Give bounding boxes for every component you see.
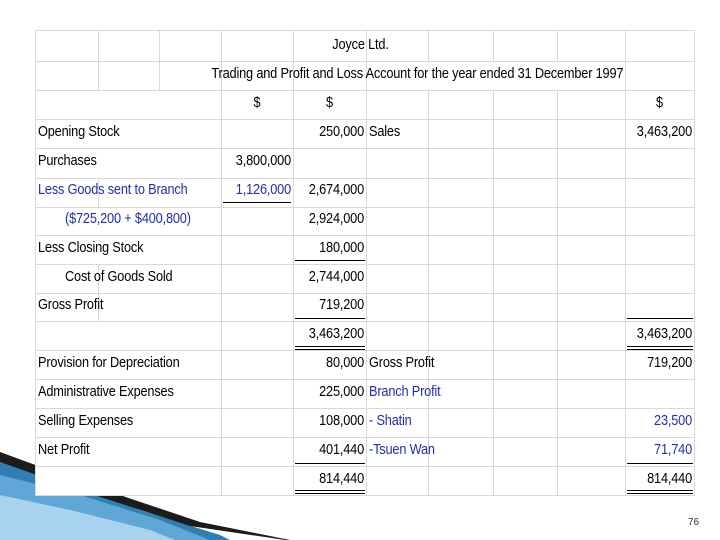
company-name: Joyce Ltd. — [332, 37, 389, 53]
trading-total-credit: 3,463,200 — [636, 326, 692, 342]
currency-header-debit: $ — [326, 95, 333, 111]
purchases-label: Purchases — [38, 153, 97, 169]
page-number: 76 — [688, 517, 700, 528]
sales-amount: 3,463,200 — [636, 124, 692, 140]
branch-calc-label: ($725,200 + $400,800) — [65, 211, 191, 227]
double-underline-pl-credit — [627, 490, 693, 494]
shatin-amount: 23,500 — [654, 413, 692, 429]
less-goods-label: Less Goods sent to Branch — [38, 182, 188, 198]
purchases-sub: 3,800,000 — [235, 153, 291, 169]
sales-label: Sales — [369, 124, 401, 140]
currency-header-sub: $ — [253, 95, 261, 111]
admin-label: Administrative Expenses — [38, 384, 174, 400]
double-underline-pl-debit — [295, 490, 365, 494]
cogs-amount: 2,744,000 — [308, 269, 364, 285]
tsuen-wan-amount: 71,740 — [654, 442, 692, 458]
opening-stock-amount: 250,000 — [319, 124, 364, 140]
underline-tsuen — [627, 463, 693, 464]
account-sheet — [35, 30, 695, 496]
gross-profit-amount: 719,200 — [319, 297, 364, 313]
double-underline-trading-debit — [295, 346, 365, 350]
depreciation-label: Provision for Depreciation — [38, 355, 180, 371]
currency-header-credit: $ — [656, 95, 663, 111]
account-title: Trading and Profit and Loss Account for the year ended 31 December 1997 — [211, 66, 624, 82]
cogs-label: Cost of Goods Sold — [65, 269, 173, 285]
gross-profit-label: Gross Profit — [38, 297, 104, 313]
depreciation-amount: 80,000 — [326, 355, 364, 371]
closing-stock-label: Less Closing Stock — [38, 240, 144, 256]
branch-calc-amount: 2,924,000 — [308, 211, 364, 227]
gross-profit-credit-amount: 719,200 — [647, 355, 692, 371]
underline-sub — [223, 202, 291, 203]
underline-sales — [627, 318, 693, 319]
selling-label: Selling Expenses — [38, 413, 134, 429]
pl-total-credit: 814,440 — [647, 471, 692, 487]
opening-stock-label: Opening Stock — [38, 124, 120, 140]
branch-profit-label: Branch Profit — [369, 384, 441, 400]
admin-amount: 225,000 — [319, 384, 364, 400]
less-goods-amount: 2,674,000 — [308, 182, 364, 198]
double-underline-trading-credit — [627, 346, 693, 350]
less-goods-sub: 1,126,000 — [235, 182, 291, 198]
pl-total-debit: 814,440 — [319, 471, 364, 487]
trading-total-debit: 3,463,200 — [308, 326, 364, 342]
underline-gross — [295, 318, 365, 319]
shatin-label: - Shatin — [369, 413, 412, 429]
net-profit-label: Net Profit — [38, 442, 90, 458]
selling-amount: 108,000 — [319, 413, 364, 429]
tsuen-wan-label: -Tsuen Wan — [369, 442, 435, 458]
underline-closing — [295, 260, 365, 261]
net-profit-amount: 401,440 — [319, 442, 364, 458]
gross-profit-credit-label: Gross Profit — [369, 355, 435, 371]
underline-net — [295, 463, 365, 464]
closing-stock-amount: 180,000 — [319, 240, 364, 256]
